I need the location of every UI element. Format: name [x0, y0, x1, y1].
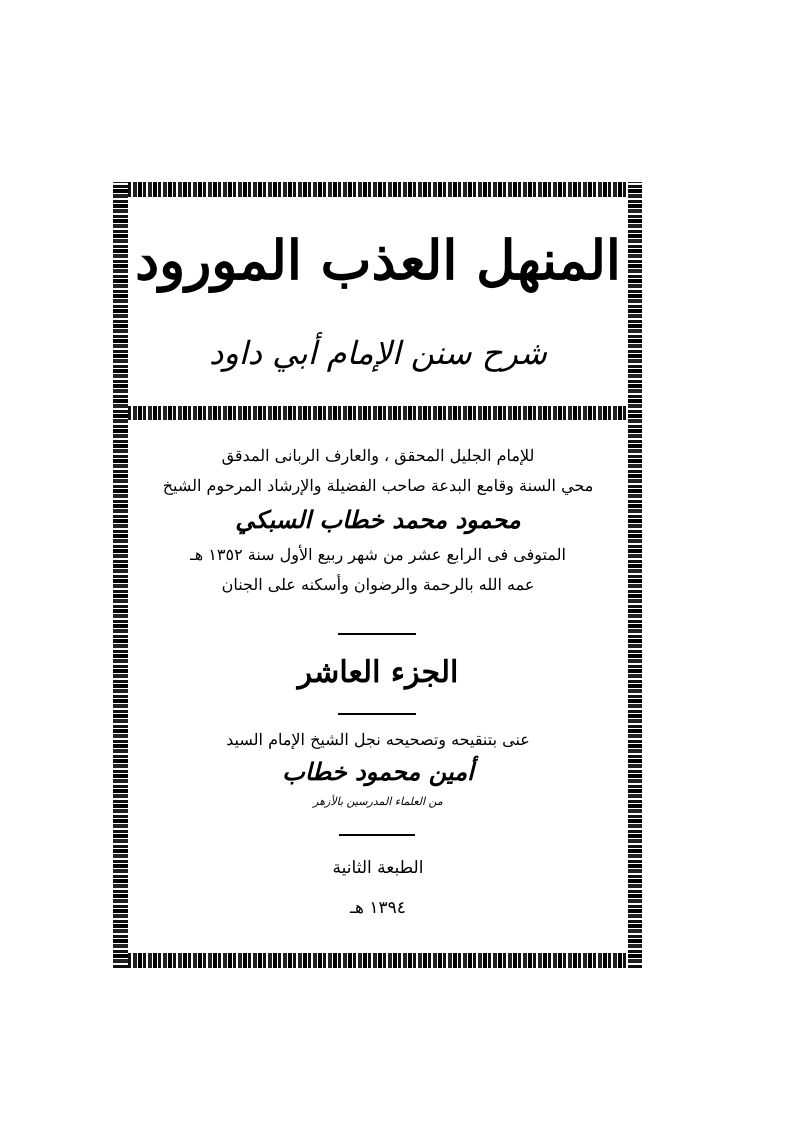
book-subtitle: شرح سنن الإمام أبي داود: [209, 334, 547, 372]
border-top: [113, 182, 642, 197]
border-bottom: [113, 953, 642, 968]
editor-affiliation: من العلماء المدرسين بالأزهر: [313, 795, 443, 808]
prayer-line: عمه الله بالرحمة والرضوان وأسكنه على الجنان: [221, 575, 535, 594]
divider-2: [338, 713, 416, 715]
divider-3: [339, 834, 415, 836]
book-title: المنهل العذب المورود: [135, 228, 621, 292]
volume-heading: الجزء العاشر: [297, 655, 459, 690]
author-intro-line-2: محي السنة وقامع البدعة صاحب الفضيلة والإرشاد المرحوم الشيخ: [162, 476, 594, 495]
divider-1: [338, 633, 416, 635]
author-name: محمود محمد خطاب السبكي: [235, 505, 521, 534]
edition: الطبعة الثانية: [332, 858, 424, 878]
editor-intro: عنى بتنقيحه وتصحيحه نجل الشيخ الإمام السيد: [226, 730, 530, 749]
year: ١٣٩٤ هـ: [350, 898, 406, 918]
editor-name: أمين محمود خطاب: [282, 757, 474, 786]
border-right: [628, 182, 642, 968]
border-left: [113, 182, 128, 968]
death-note: المتوفى فى الرابع عشر من شهر ربيع الأول سنة ١٣٥٢ هـ: [190, 545, 566, 564]
author-intro-line-1: للإمام الجليل المحقق ، والعارف الربانى المدقق: [221, 446, 535, 465]
border-divider: [113, 406, 642, 420]
